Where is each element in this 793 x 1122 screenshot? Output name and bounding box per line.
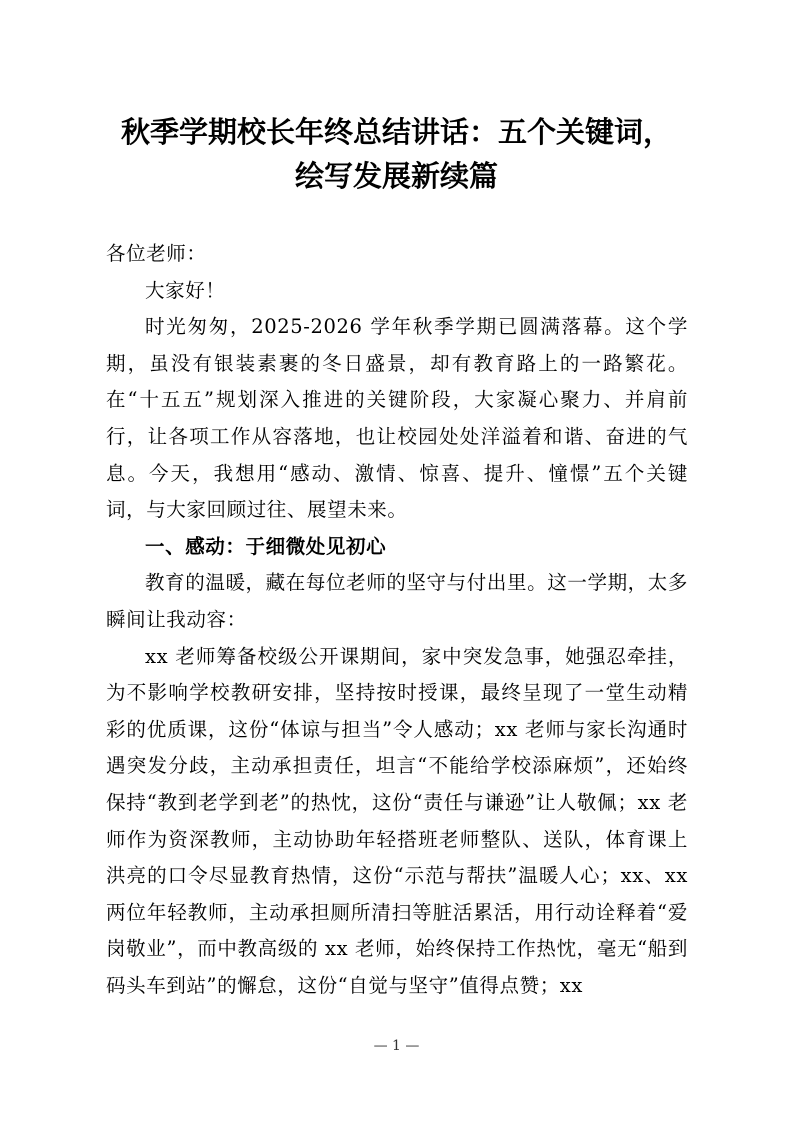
- title-line-1: 秋季学期校长年终总结讲话：五个关键词，: [120, 115, 672, 149]
- document-title: [90, 110, 703, 198]
- salutation: 各位老师：: [106, 242, 207, 265]
- title-line-2: 绘写发展新续篇: [294, 159, 498, 193]
- document-body: [106, 236, 688, 1004]
- greeting: 大家好！: [145, 278, 226, 302]
- section-heading-1: 一、感动：于细微处见初心: [145, 534, 387, 558]
- page-number: — 1 —: [373, 1038, 420, 1054]
- intro-paragraph: 时光匆匆，2025-2026 学年秋季学期已圆满落幕。这个学期，虽没有银装素裹的冬日盛景，却有教育路上的一路繁花。在“十五五”规划深入推进的关键阶段，大家凝心聚力、并肩前行，让各项工作从容落地，也让校园处处洋溢着和谐、奋进的气息。今天，我想用“感动、激情、惊喜、提升、憧憬”五个关键词，与大家回顾过往、展望未来。: [106, 315, 688, 522]
- section1-paragraph: 教育的温暖，藏在每位老师的坚守与付出里。这一学期，太多瞬间让我动容：: [106, 571, 688, 631]
- section1-paragraph: xx 老师筹备校级公开课期间，家中突发急事，她强忍牵挂，为不影响学校教研安排，坚持按时授课，最终呈现了一堂生动精彩的优质课，这份“体谅与担当”令人感动；xx 老师与家长沟通时遇突发分歧，主动承担责任，坦言“不能给学校添麻烦”，还始终保持“教到老学到老”的热忱，这份“责任与谦逊”让人敬佩；xx 老师作为资深教师，主动协助年轻搭班老师整队、送队，体育课上洪亮的口令尽显教育热情，这份“示范与帮扶”温暖人心；xx、xx 两位年轻教师，主动承担厕所清扫等脏活累活，用行动诠释着“爱岗敬业”，而中教高级的 xx 老师，始终保持工作热忱，毫无“船到码头车到站”的懈怠，这份“自觉与坚守”值得点赞；xx: [106, 644, 688, 997]
